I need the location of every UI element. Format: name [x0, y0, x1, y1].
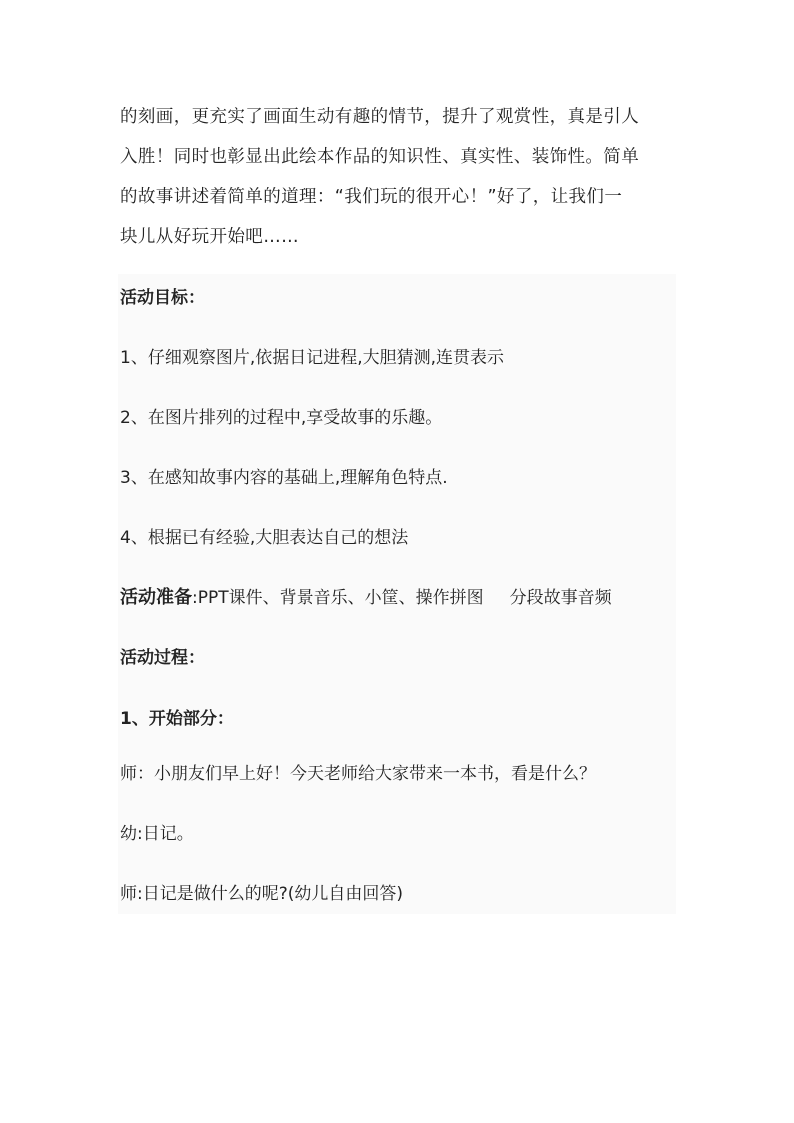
- preparation-label: 活动准备: [120, 587, 192, 608]
- dialogue-line: 师:日记是做什么的呢?(幼儿自由回答): [120, 884, 404, 904]
- intro-line: 的故事讲述着简单的道理：“我们玩的很开心！”好了，让我们一: [120, 187, 623, 207]
- goal-item: 1、仔细观察图片,依据日记进程,大胆猜测,连贯表示: [120, 348, 505, 368]
- intro-line: 的刻画，更充实了画面生动有趣的情节，提升了观赏性，真是引人: [120, 107, 640, 127]
- preparation-text: :PPT课件、背景音乐、小筐、操作拼图: [192, 588, 484, 608]
- preparation-line: [120, 586, 612, 610]
- preparation-text-2: 分段故事音频: [509, 588, 612, 608]
- goals-heading: 活动目标：: [120, 288, 205, 308]
- goal-item: 2、在图片排列的过程中,享受故事的乐趣。: [120, 408, 443, 428]
- dialogue-line: 幼:日记。: [120, 824, 194, 844]
- step-heading: 1、开始部分：: [120, 709, 234, 729]
- intro-line: 块儿从好玩开始吧……: [120, 227, 299, 247]
- goal-item: 4、根据已有经验,大胆表达自己的想法: [120, 528, 409, 548]
- intro-line: 入胜！同时也彰显出此绘本作品的知识性、真实性、装饰性。简单: [120, 147, 640, 167]
- goal-item: 3、在感知故事内容的基础上,理解角色特点.: [120, 468, 448, 488]
- dialogue-line: 师：小朋友们早上好！今天老师给大家带来一本书，看是什么？: [120, 764, 596, 784]
- process-heading: 活动过程：: [120, 648, 205, 668]
- intro-paragraph: [120, 97, 680, 257]
